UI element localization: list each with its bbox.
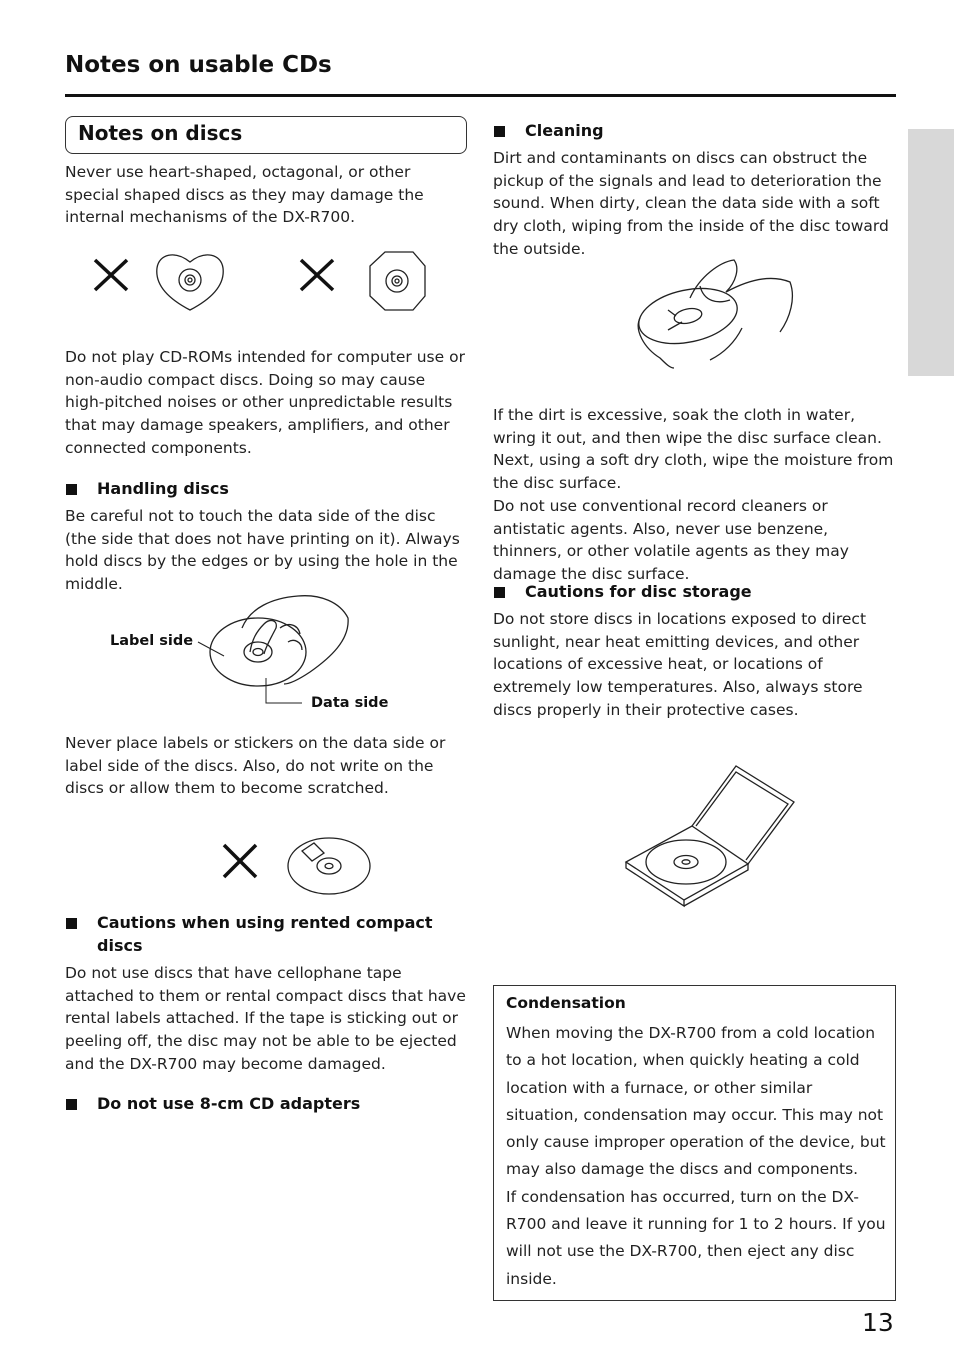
condensation-title: Condensation — [506, 994, 626, 1012]
storage-paragraph: Do not store discs in locations exposed to direct sunlight, near heat emitting devices, and other locations of excessive heat, or locations of extremely low temperatures. Also, always store discs properly in their protective cases. — [493, 610, 867, 719]
cleaning-paragraph-1: Dirt and contaminants on discs can obstruct the pickup of the signals and lead to deterioration the sound. When dirty, clean the data side with a soft dry cloth, wiping from the inside of the disc toward the outside. — [493, 149, 889, 258]
heart-disc-icon — [157, 255, 223, 310]
handling-heading: Handling discs — [97, 479, 229, 498]
prohibited-x-icon — [95, 260, 127, 290]
cleaning-paragraph-3: Do not use conventional record cleaners or antistatic agents. Also, never use benzene, thinners, or other volatile agents as they may damage the disc surface. — [493, 497, 849, 584]
bullet-square — [66, 918, 77, 929]
data-side-label: Data side — [311, 695, 389, 711]
page-number: 13 — [862, 1308, 894, 1337]
cdrom-paragraph: Do not play CD-ROMs intended for computer use or non-audio compact discs. Doing so may cause high-pitched noises or other unpredictable results that may damage speakers, amplifiers, and other connected components. — [65, 348, 465, 457]
bullet-square — [494, 587, 505, 598]
page-title: Notes on usable CDs — [65, 52, 332, 78]
cd-case-illustration — [624, 764, 800, 904]
section-tab — [908, 129, 954, 376]
notes-on-discs-heading: Notes on discs — [78, 121, 243, 145]
storage-heading: Cautions for disc storage — [525, 582, 752, 601]
cleaning-heading: Cleaning — [525, 121, 604, 140]
prohibited-x-icon — [301, 260, 333, 290]
stickers-paragraph: Never place labels or stickers on the data side or label side of the discs. Also, do not write on the discs or allow them to become scratched. — [65, 734, 446, 798]
rented-paragraph: Do not use discs that have cellophane tape attached to them or rental compact discs that have rental labels attached. If the tape is sticking out or peeling off, the disc may not be able to be ejected and the DX-R700 may become damaged. — [65, 964, 466, 1073]
bullet-square — [494, 126, 505, 137]
rented-heading-line2: discs — [97, 936, 143, 955]
disc-icon — [288, 838, 370, 894]
cleaning-disc-illustration — [630, 258, 800, 370]
bullet-square — [66, 1099, 77, 1110]
disc-with-sticker-illustration — [220, 835, 380, 899]
condensation-text — [506, 1020, 886, 1293]
rented-heading-line1: Cautions when using rented compact — [97, 913, 433, 932]
bullet-square — [66, 484, 77, 495]
condensation-paragraph-1: When moving the DX-R700 from a cold location to a hot location, when quickly heating a cold location with a furnace, or other similar situation, condensation may occur. This may not only cause improper operation of the device, but may also damage the discs and components. — [506, 1024, 886, 1179]
shaped-discs-illustration — [85, 248, 435, 318]
prohibited-x-icon — [224, 845, 256, 877]
octagon-disc-icon — [370, 252, 425, 310]
title-rule — [65, 94, 896, 97]
handling-paragraph: Be careful not to touch the data side of the disc (the side that does not have printing on it). Always hold discs by the edges or by using the hole in the middle. — [65, 507, 460, 594]
cleaning-paragraph-2: If the dirt is excessive, soak the cloth in water, wring it out, and then wipe the disc surface clean. Next, using a soft dry cloth, wipe the moisture from the disc surface. — [493, 406, 894, 493]
intro-paragraph: Never use heart-shaped, octagonal, or other special shaped discs as they may damage the internal mechanisms of the DX-R700. — [65, 163, 424, 227]
adapters-heading: Do not use 8-cm CD adapters — [97, 1094, 361, 1113]
hand-holding-disc-illustration — [180, 588, 360, 708]
label-side-label: Label side — [110, 633, 194, 649]
condensation-paragraph-2: If condensation has occurred, turn on the DX-R700 and leave it running for 1 to 2 hours. If you will not use the DX-R700, then eject any disc inside. — [506, 1187, 886, 1288]
